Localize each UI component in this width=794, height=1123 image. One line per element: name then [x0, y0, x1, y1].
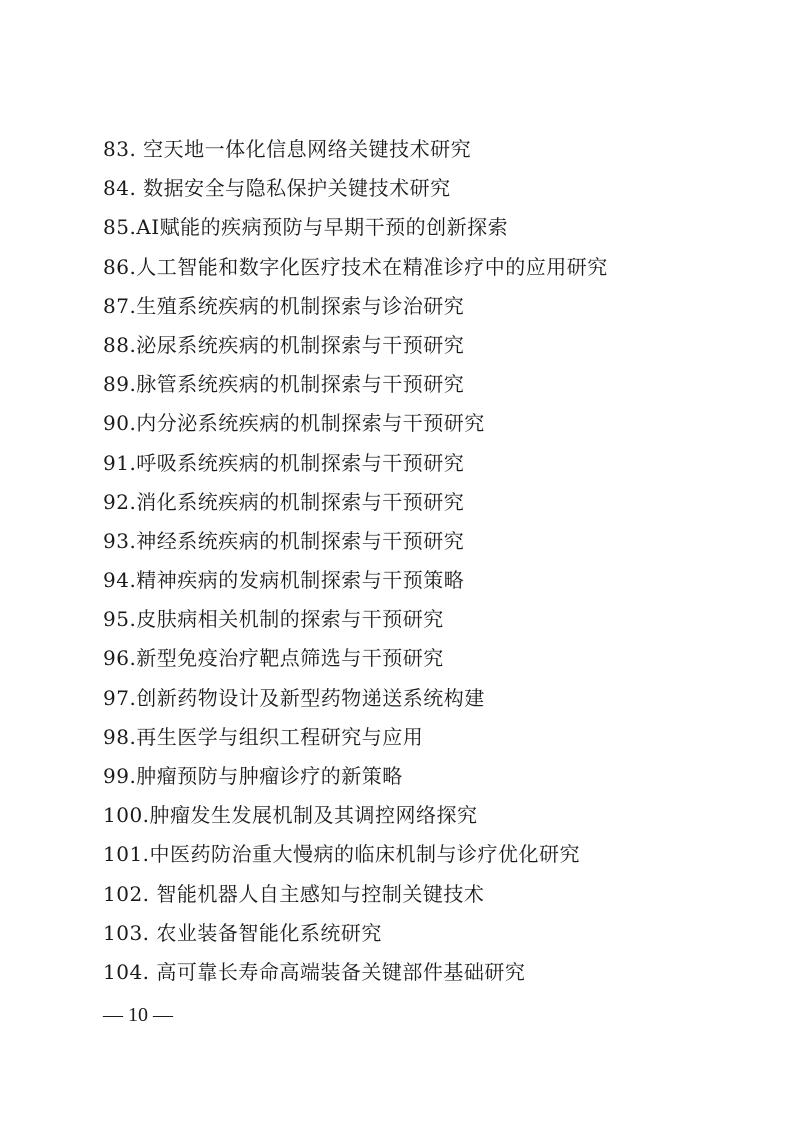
list-item: 93.神经系统疾病的机制探索与干预研究	[103, 528, 465, 553]
list-item: 91.呼吸系统疾病的机制探索与干预研究	[103, 450, 465, 475]
list-item: 99.肿瘤预防与肿瘤诊疗的新策略	[103, 764, 403, 788]
list-item: 88.泌尿系统疾病的机制探索与干预研究	[103, 332, 465, 357]
list-item: 87.生殖系统疾病的机制探索与诊治研究	[103, 293, 465, 318]
list-item: 102. 智能机器人自主感知与控制关键技术	[103, 881, 485, 906]
list-item: 85.AI赋能的疾病预防与早期干预的创新探索	[103, 215, 509, 240]
list-item: 101.中医药防治重大慢病的临床机制与诊疗优化研究	[103, 842, 581, 867]
list-item: 97.创新药物设计及新型药物递送系统构建	[103, 685, 485, 710]
list-item: 96.新型免疫治疗靶点筛选与干预研究	[103, 646, 444, 671]
research-topic-list	[103, 131, 608, 993]
list-item: 90.内分泌系统疾病的机制探索与干预研究	[103, 411, 485, 436]
list-item: 86.人工智能和数字化医疗技术在精准诊疗中的应用研究	[103, 254, 608, 279]
list-item: 104. 高可靠长寿命高端装备关键部件基础研究	[103, 959, 526, 984]
list-item: 84. 数据安全与隐私保护关键技术研究	[103, 176, 451, 201]
list-item: 100.肿瘤发生发展机制及其调控网络探究	[103, 803, 478, 828]
list-item: 98.再生医学与组织工程研究与应用	[103, 724, 424, 749]
list-item: 83. 空天地一体化信息网络关键技术研究	[103, 137, 472, 161]
list-item: 89.脉管系统疾病的机制探索与干预研究	[103, 372, 465, 397]
page-number: — 10 —	[103, 1004, 173, 1026]
list-item: 92.消化系统疾病的机制探索与干预研究	[103, 489, 465, 514]
list-item: 103. 农业装备智能化系统研究	[103, 920, 382, 945]
list-item: 95.皮肤病相关机制的探索与干预研究	[103, 607, 444, 632]
list-item: 94.精神疾病的发病机制探索与干预策略	[103, 568, 465, 593]
